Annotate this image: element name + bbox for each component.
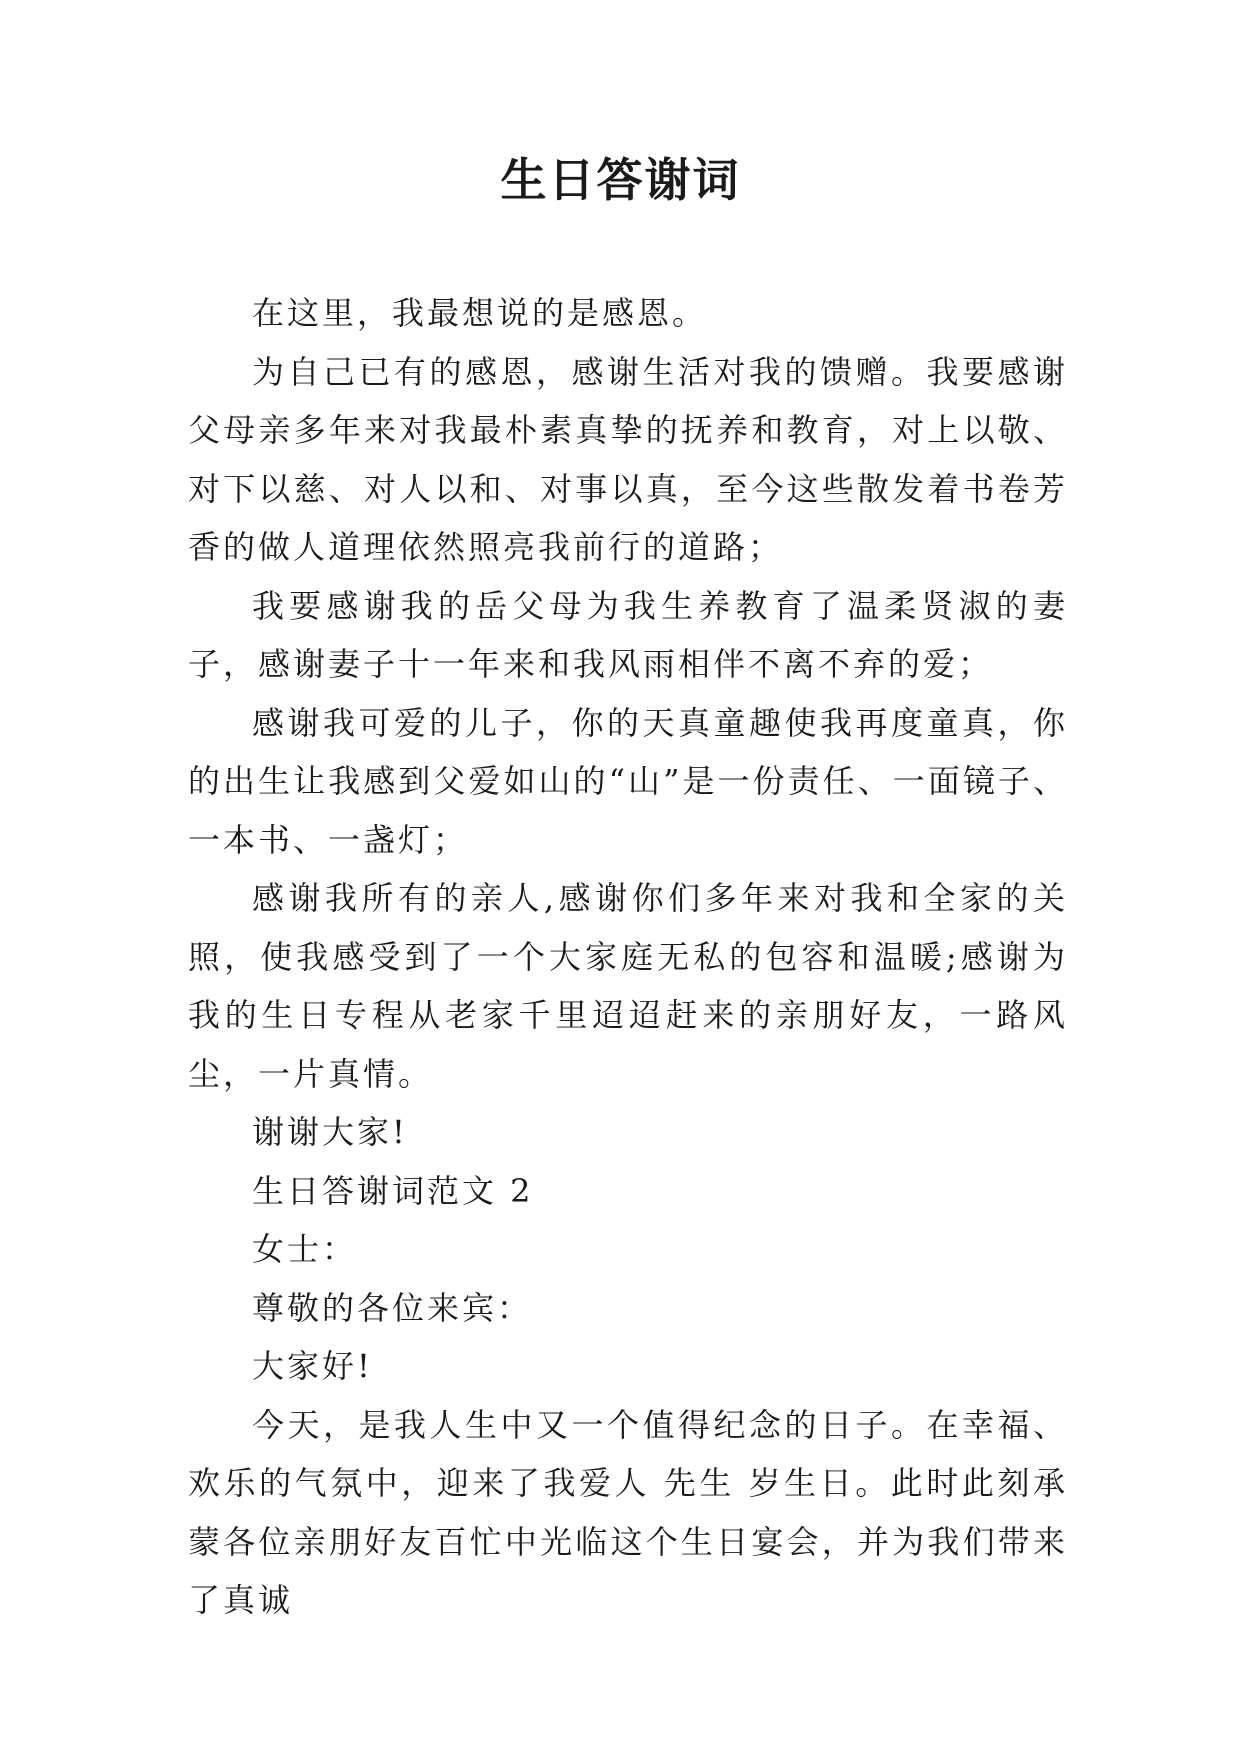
paragraph: 我要感谢我的岳父母为我生养教育了温柔贤淑的妻子，感谢妻子十一年来和我风雨相伴不离不弃的爱； [188, 586, 1068, 683]
paragraph: 感谢我可爱的儿子，你的天真童趣使我再度童真，你的出生让我感到父爱如山的“山”是一份责任、一面镜子、一本书、一盏灯； [188, 703, 1068, 859]
document-body [188, 284, 1068, 1630]
paragraph: 谢谢大家! [252, 1113, 408, 1151]
paragraph: 在这里，我最想说的是感恩。 [252, 294, 708, 332]
salutation: 尊敬的各位来宾： [252, 1288, 533, 1327]
paragraph: 今天，是我人生中又一个值得纪念的日子。在幸福、欢乐的气氛中，迎来了我爱人 先生 岁生日。此时此刻承蒙各位亲朋好友百忙中光临这个生日宴会，并为我们带来了真诚 [188, 1405, 1068, 1619]
section-heading: 生日答谢词范文 2 [252, 1171, 534, 1210]
greeting: 大家好! [252, 1347, 373, 1385]
paragraph: 为自己已有的感恩，感谢生活对我的馈赠。我要感谢父母亲多年来对我最朴素真挚的抚养和教育，对上以敬、对下以慈、对人以和、对事以真，至今这些散发着书卷芳香的做人道理依然照亮我前行的道路； [188, 352, 1068, 566]
paragraph: 感谢我所有的亲人,感谢你们多年来对我和全家的关照，使我感受到了一个大家庭无私的包容和温暖;感谢为我的生日专程从老家千里迢迢赶来的亲朋好友，一路风尘，一片真情。 [188, 879, 1068, 1093]
document-title: 生日答谢词 [500, 153, 741, 207]
salutation: 女士： [252, 1230, 358, 1268]
